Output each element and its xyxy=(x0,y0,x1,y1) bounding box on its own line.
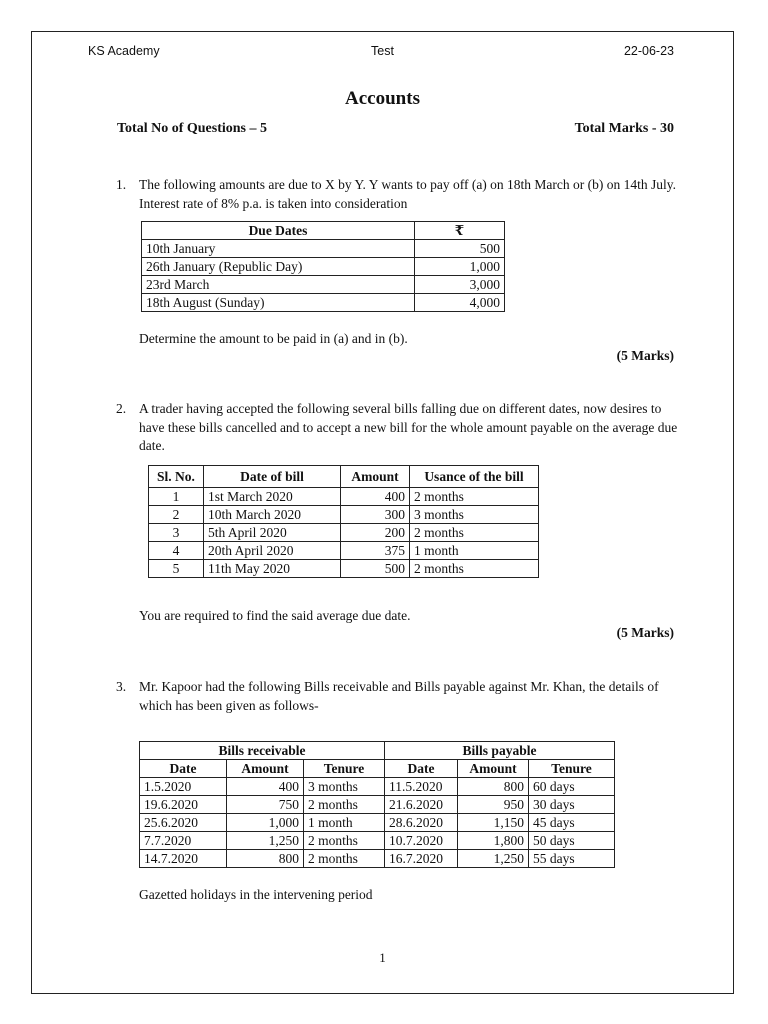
column-header: Tenure xyxy=(529,760,615,778)
table-row xyxy=(140,832,615,850)
table-cell: 2 months xyxy=(410,560,539,578)
table-cell: 28.6.2020 xyxy=(385,814,458,832)
table-cell: 1 month xyxy=(410,542,539,560)
total-questions: Total No of Questions – 5 xyxy=(117,121,268,136)
table-row xyxy=(142,258,505,276)
column-header: Date xyxy=(140,760,227,778)
group-header: Bills payable xyxy=(385,742,615,760)
table-row xyxy=(149,524,539,542)
table-row xyxy=(140,814,615,832)
table-cell: 5 xyxy=(149,560,204,578)
table-cell: 800 xyxy=(458,778,529,796)
table-cell: 7.7.2020 xyxy=(140,832,227,850)
header-left: KS Academy xyxy=(88,44,160,58)
table-row xyxy=(140,796,615,814)
table-row xyxy=(140,778,615,796)
table-cell: 500 xyxy=(415,240,505,258)
column-header: Amount xyxy=(458,760,529,778)
table-cell: 10th March 2020 xyxy=(204,506,341,524)
table-cell: 1,800 xyxy=(458,832,529,850)
table-cell: 1,150 xyxy=(458,814,529,832)
question-number: 1. xyxy=(116,177,127,192)
table-cell: 400 xyxy=(227,778,304,796)
table-cell: 10.7.2020 xyxy=(385,832,458,850)
table-cell: 800 xyxy=(227,850,304,868)
column-header: Amount xyxy=(341,466,410,488)
question-note: You are required to find the said average due date. xyxy=(139,608,411,623)
table-cell: 14.7.2020 xyxy=(140,850,227,868)
table-cell: 1st March 2020 xyxy=(204,488,341,506)
table-cell: 3 xyxy=(149,524,204,542)
question-text: The following amounts are due to X by Y. Y wants to pay off (a) on 18th March or (b) on 14th July. Interest rate of 8% p.a. is taken into consideration xyxy=(139,177,677,211)
table-header-row xyxy=(140,760,615,778)
table-group-header-row xyxy=(140,742,615,760)
table-cell: 2 months xyxy=(410,488,539,506)
table-cell: 25.6.2020 xyxy=(140,814,227,832)
table-row xyxy=(149,542,539,560)
column-header: Sl. No. xyxy=(149,466,204,488)
column-header: Date xyxy=(385,760,458,778)
table-cell: 750 xyxy=(227,796,304,814)
question-number: 3. xyxy=(116,679,127,694)
column-header: Amount xyxy=(227,760,304,778)
table-cell: 400 xyxy=(341,488,410,506)
table-cell: 2 months xyxy=(304,832,385,850)
table-cell: 4 xyxy=(149,542,204,560)
table-cell: 2 months xyxy=(304,850,385,868)
question-note: Determine the amount to be paid in (a) and in (b). xyxy=(139,331,408,346)
page-number: 1 xyxy=(379,950,386,965)
header-right: 22-06-23 xyxy=(623,44,674,58)
header-center: Test xyxy=(371,44,394,58)
table-cell: 19.6.2020 xyxy=(140,796,227,814)
table-cell: 18th August (Sunday) xyxy=(142,294,415,312)
table-cell: 200 xyxy=(341,524,410,542)
question-text: A trader having accepted the following several bills falling due on different dates, now desires to have these bills cancelled and to accept a new bill for the whole amount payable on the average due date. xyxy=(139,401,678,453)
table-cell: 2 months xyxy=(304,796,385,814)
table-row xyxy=(140,850,615,868)
document-page xyxy=(31,31,734,994)
total-marks: Total Marks - 30 xyxy=(574,121,674,136)
table-cell: 1,250 xyxy=(458,850,529,868)
table-cell: 2 months xyxy=(410,524,539,542)
table-cell: 1,250 xyxy=(227,832,304,850)
question-marks: (5 Marks) xyxy=(616,625,674,640)
table-cell: 20th April 2020 xyxy=(204,542,341,560)
due-dates-table xyxy=(141,221,505,312)
column-header: Tenure xyxy=(304,760,385,778)
question-text: Mr. Kapoor had the following Bills receivable and Bills payable against Mr. Khan, the details of which has been given as follows- xyxy=(139,679,659,713)
table-row xyxy=(149,506,539,524)
table-row xyxy=(149,560,539,578)
table-cell: 5th April 2020 xyxy=(204,524,341,542)
question-note: Gazetted holidays in the intervening period xyxy=(139,887,373,902)
table-cell: 2 xyxy=(149,506,204,524)
table-cell: 1 xyxy=(149,488,204,506)
table-cell: 300 xyxy=(341,506,410,524)
table-cell: 3 months xyxy=(304,778,385,796)
table-cell: 16.7.2020 xyxy=(385,850,458,868)
table-cell: 11.5.2020 xyxy=(385,778,458,796)
table-cell: 1,000 xyxy=(415,258,505,276)
question-number: 2. xyxy=(116,401,127,416)
table-cell: 23rd March xyxy=(142,276,415,294)
table-cell: 4,000 xyxy=(415,294,505,312)
table-cell: 1,000 xyxy=(227,814,304,832)
table-cell: 1 month xyxy=(304,814,385,832)
table-cell: 10th January xyxy=(142,240,415,258)
question-marks: (5 Marks) xyxy=(616,348,674,363)
table-cell: 500 xyxy=(341,560,410,578)
page-title: Accounts xyxy=(345,88,420,109)
bills-table xyxy=(148,465,539,578)
table-cell: 45 days xyxy=(529,814,615,832)
table-cell: 950 xyxy=(458,796,529,814)
table-header-row xyxy=(149,466,539,488)
table-cell: 50 days xyxy=(529,832,615,850)
table-cell: 375 xyxy=(341,542,410,560)
table-cell: 3 months xyxy=(410,506,539,524)
table-cell: 55 days xyxy=(529,850,615,868)
table-cell: 30 days xyxy=(529,796,615,814)
table-row xyxy=(142,240,505,258)
table-cell: 3,000 xyxy=(415,276,505,294)
table-cell: 26th January (Republic Day) xyxy=(142,258,415,276)
table-header-row xyxy=(142,222,505,240)
table-cell: 60 days xyxy=(529,778,615,796)
column-header: Date of bill xyxy=(204,466,341,488)
table-row xyxy=(149,488,539,506)
bills-receivable-payable-table xyxy=(139,741,615,868)
column-header: ₹ xyxy=(415,222,505,240)
table-cell: 1.5.2020 xyxy=(140,778,227,796)
table-row xyxy=(142,294,505,312)
column-header: Usance of the bill xyxy=(410,466,539,488)
table-cell: 21.6.2020 xyxy=(385,796,458,814)
group-header: Bills receivable xyxy=(140,742,385,760)
table-cell: 11th May 2020 xyxy=(204,560,341,578)
table-row xyxy=(142,276,505,294)
column-header: Due Dates xyxy=(142,222,415,240)
